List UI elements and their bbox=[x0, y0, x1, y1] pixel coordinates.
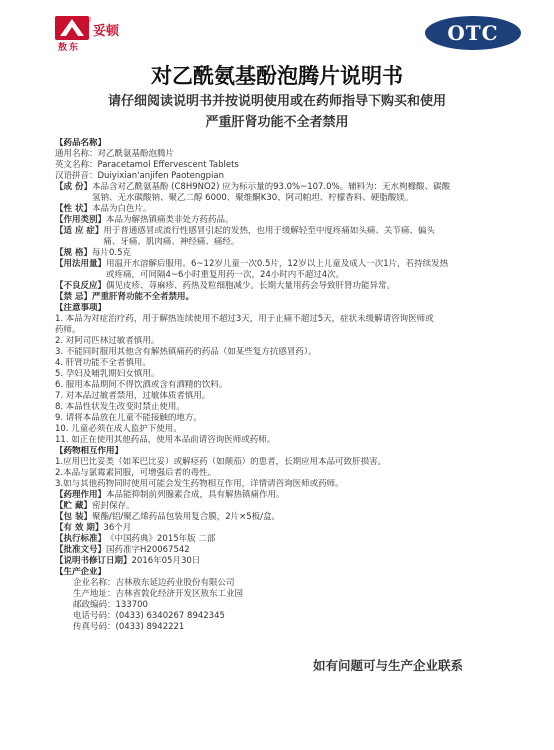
approval-value: 国药准字H20067542 bbox=[106, 545, 190, 555]
postcode-row bbox=[55, 600, 525, 611]
validity-value: 36个月 bbox=[103, 523, 132, 533]
warning-line-2: 严重肝肾功能不全者禁用 bbox=[205, 115, 349, 130]
phone-value: (0433) 6340267 8942345 bbox=[115, 611, 225, 621]
indications-line-2: 痛、牙痛、肌肉痛、神经痛、痛经。 bbox=[103, 237, 240, 247]
precaution-item: 3. 不能同时服用其他含有解热镇痛药的药品（如某些复方抗感冒药）。 bbox=[55, 347, 317, 357]
contra-label: 【禁 忌】 bbox=[55, 292, 92, 302]
precaution-item: 9. 请将本品放在儿童不能接触的地方。 bbox=[55, 413, 202, 423]
brand-sub: 敖东 bbox=[58, 43, 81, 53]
package-label: 【包 装】 bbox=[55, 512, 92, 522]
address-row bbox=[55, 589, 525, 600]
precaution-item: 1. 本品为对症治疗药，用于解热连续使用不超过3天，用于止痛不超过5天，症状未缓解请咨询医师或 bbox=[55, 314, 434, 324]
revision-row bbox=[55, 556, 525, 567]
phone-label: 电话号码： bbox=[73, 611, 116, 621]
spec-row bbox=[55, 248, 525, 259]
precautions-heading: 【注意事项】 bbox=[55, 303, 107, 313]
indications-row bbox=[55, 226, 525, 248]
dosage-row bbox=[55, 259, 525, 281]
properties-label: 【性 状】 bbox=[55, 204, 92, 214]
precaution-item: 7. 对本品过敏者禁用，过敏体质者慎用。 bbox=[55, 391, 211, 401]
registered-mark: ® bbox=[85, 16, 92, 24]
contra-row bbox=[55, 292, 525, 303]
pharmacology-row bbox=[55, 490, 525, 501]
generic-name-value: 对乙酰氨基酚泡腾片 bbox=[97, 149, 175, 159]
contact-note: 如有问题可与生产企业联系 bbox=[313, 658, 464, 673]
adverse-row bbox=[55, 281, 525, 292]
composition-line-1: 本品含对乙酰氨基酚 (C8H9NO2) 应为标示量的93.0%~107.0%。辅料为：无水枸橼酸、碳酸 bbox=[91, 182, 451, 192]
spec-label: 【规 格】 bbox=[55, 248, 92, 258]
company-row bbox=[55, 578, 525, 589]
pinyin-row bbox=[55, 171, 525, 182]
category-value: 本品为解热镇痛类非处方药药品。 bbox=[106, 215, 234, 225]
interaction-item: 3.如与其他药物同时使用可能会发生药物相互作用，详情请咨询医师或药师。 bbox=[55, 479, 344, 489]
brand-logo-icon bbox=[55, 16, 89, 40]
validity-row bbox=[55, 523, 525, 534]
indications-label: 【适 应 症】 bbox=[55, 226, 104, 236]
precaution-item: 8. 本品性状发生改变时禁止使用。 bbox=[55, 402, 185, 412]
precaution-item: 5. 孕妇及哺乳期妇女慎用。 bbox=[55, 369, 160, 379]
dosage-line-2: 或疼痛，可间隔4~6小时重复用药一次，24小时内不超过4次。 bbox=[106, 270, 345, 280]
drug-name-heading: 【药品名称】 bbox=[55, 138, 107, 148]
english-name-value: Paracetamol Effervescent Tablets bbox=[97, 160, 239, 170]
spec-value: 每片0.5克 bbox=[91, 248, 131, 258]
pinyin-value: Duiyixian'anjifen Paotengpian bbox=[97, 171, 225, 181]
fax-value: (0433) 8942221 bbox=[115, 622, 185, 632]
composition-row bbox=[55, 182, 525, 204]
fax-label: 传真号码： bbox=[73, 622, 116, 632]
precaution-item: 6. 服用本品期间不得饮酒或含有酒精的饮料。 bbox=[55, 380, 228, 390]
revision-value: 2016年05月30日 bbox=[131, 556, 201, 566]
page-title: 对乙酰氨基酚泡腾片说明书 bbox=[151, 64, 403, 88]
postcode-label: 邮政编码： bbox=[73, 600, 116, 610]
package-value: 聚酯/铝/聚乙烯药品包装用复合膜，2片×5板/盒。 bbox=[91, 512, 281, 522]
properties-value: 本品为白色片。 bbox=[91, 204, 152, 214]
dosage-value bbox=[106, 259, 525, 281]
approval-label: 【批准文号】 bbox=[55, 545, 107, 555]
storage-label: 【贮 藏】 bbox=[55, 501, 92, 511]
english-name-row bbox=[55, 160, 525, 171]
adverse-value: 偶见皮疹、荨麻疹、药热及粒细胞减少。长期大量用药会导致肝肾功能异常。 bbox=[106, 281, 396, 291]
indications-value bbox=[103, 226, 525, 248]
properties-row bbox=[55, 204, 525, 215]
interactions-heading: 【药物相互作用】 bbox=[55, 446, 124, 456]
category-label: 【作用类别】 bbox=[55, 215, 107, 225]
english-name-label: 英文名称： bbox=[55, 160, 98, 170]
address-value: 吉林省敦化经济开发区敖东工业园 bbox=[115, 589, 244, 599]
contra-value: 严重肝肾功能不全者禁用。 bbox=[91, 292, 194, 302]
approval-row bbox=[55, 545, 525, 556]
phone-row bbox=[55, 611, 525, 622]
standard-row bbox=[55, 534, 525, 545]
precaution-item: 药师。 bbox=[55, 325, 81, 335]
address-label: 生产地址： bbox=[73, 589, 116, 599]
precaution-item: 10. 儿童必须在成人监护下使用。 bbox=[55, 424, 182, 434]
indications-line-1: 用于普通感冒或流行性感冒引起的发热，也用于缓解轻至中度疼痛如头痛、关节痛、偏头 bbox=[103, 226, 435, 236]
revision-label: 【说明书修订日期】 bbox=[55, 556, 132, 566]
dosage-label: 【用法用量】 bbox=[55, 259, 107, 269]
storage-row bbox=[55, 501, 525, 512]
category-row bbox=[55, 215, 525, 226]
interaction-item: 2.本品与氯霉素同服，可增强后者的毒性。 bbox=[55, 468, 217, 478]
generic-name-label: 通用名称： bbox=[55, 149, 98, 159]
company-value: 吉林敖东延边药业股份有限公司 bbox=[115, 578, 235, 588]
interaction-item: 1.应用巴比妥类（如苯巴比妥）或解痉药（如颠茄）的患者，长期应用本品可致肝损害。 bbox=[55, 457, 387, 467]
otc-badge: OTC bbox=[425, 16, 521, 50]
storage-value: 密封保存。 bbox=[91, 501, 135, 511]
leaflet-body bbox=[55, 138, 525, 633]
package-row bbox=[55, 512, 525, 523]
fax-row bbox=[55, 622, 525, 633]
adverse-label: 【不良反应】 bbox=[55, 281, 107, 291]
composition-value bbox=[92, 182, 525, 204]
pinyin-label: 汉语拼音： bbox=[55, 171, 98, 181]
precaution-item: 4. 肝肾功能不全者慎用。 bbox=[55, 358, 151, 368]
generic-name-row bbox=[55, 149, 525, 160]
dosage-line-1: 用温开水溶解后服用。6~12岁儿童一次0.5片，12岁以上儿童及成人一次1片，若持续发热 bbox=[106, 259, 449, 269]
postcode-value: 133700 bbox=[115, 600, 148, 610]
standard-label: 【执行标准】 bbox=[55, 534, 107, 544]
precaution-item: 11. 如正在使用其他药品，使用本品前请咨询医师或药师。 bbox=[55, 435, 276, 445]
pharmacology-label: 【药理作用】 bbox=[55, 490, 107, 500]
standard-value: 《中国药典》2015年版 二部 bbox=[106, 534, 216, 544]
brand-name: 妥顿 bbox=[93, 24, 120, 39]
pharmacology-value: 本品能抑制前列腺素合成，具有解热镇痛作用。 bbox=[106, 490, 285, 500]
validity-label: 【有 效 期】 bbox=[55, 523, 104, 533]
brand-logo bbox=[55, 16, 165, 56]
precaution-item: 2. 对阿司匹林过敏者慎用。 bbox=[55, 336, 160, 346]
manufacturer-heading: 【生产企业】 bbox=[55, 567, 107, 577]
warning-line-1: 请仔细阅读说明书并按说明使用或在药师指导下购买和使用 bbox=[107, 94, 446, 109]
composition-label: 【成 份】 bbox=[55, 182, 92, 192]
composition-line-2: 氢钠、无水碳酸钠、聚乙二醇 6000、聚维酮K30、阿司帕坦、柠檬香料、硬脂酸镁。 bbox=[91, 193, 414, 203]
company-label: 企业名称： bbox=[73, 578, 116, 588]
